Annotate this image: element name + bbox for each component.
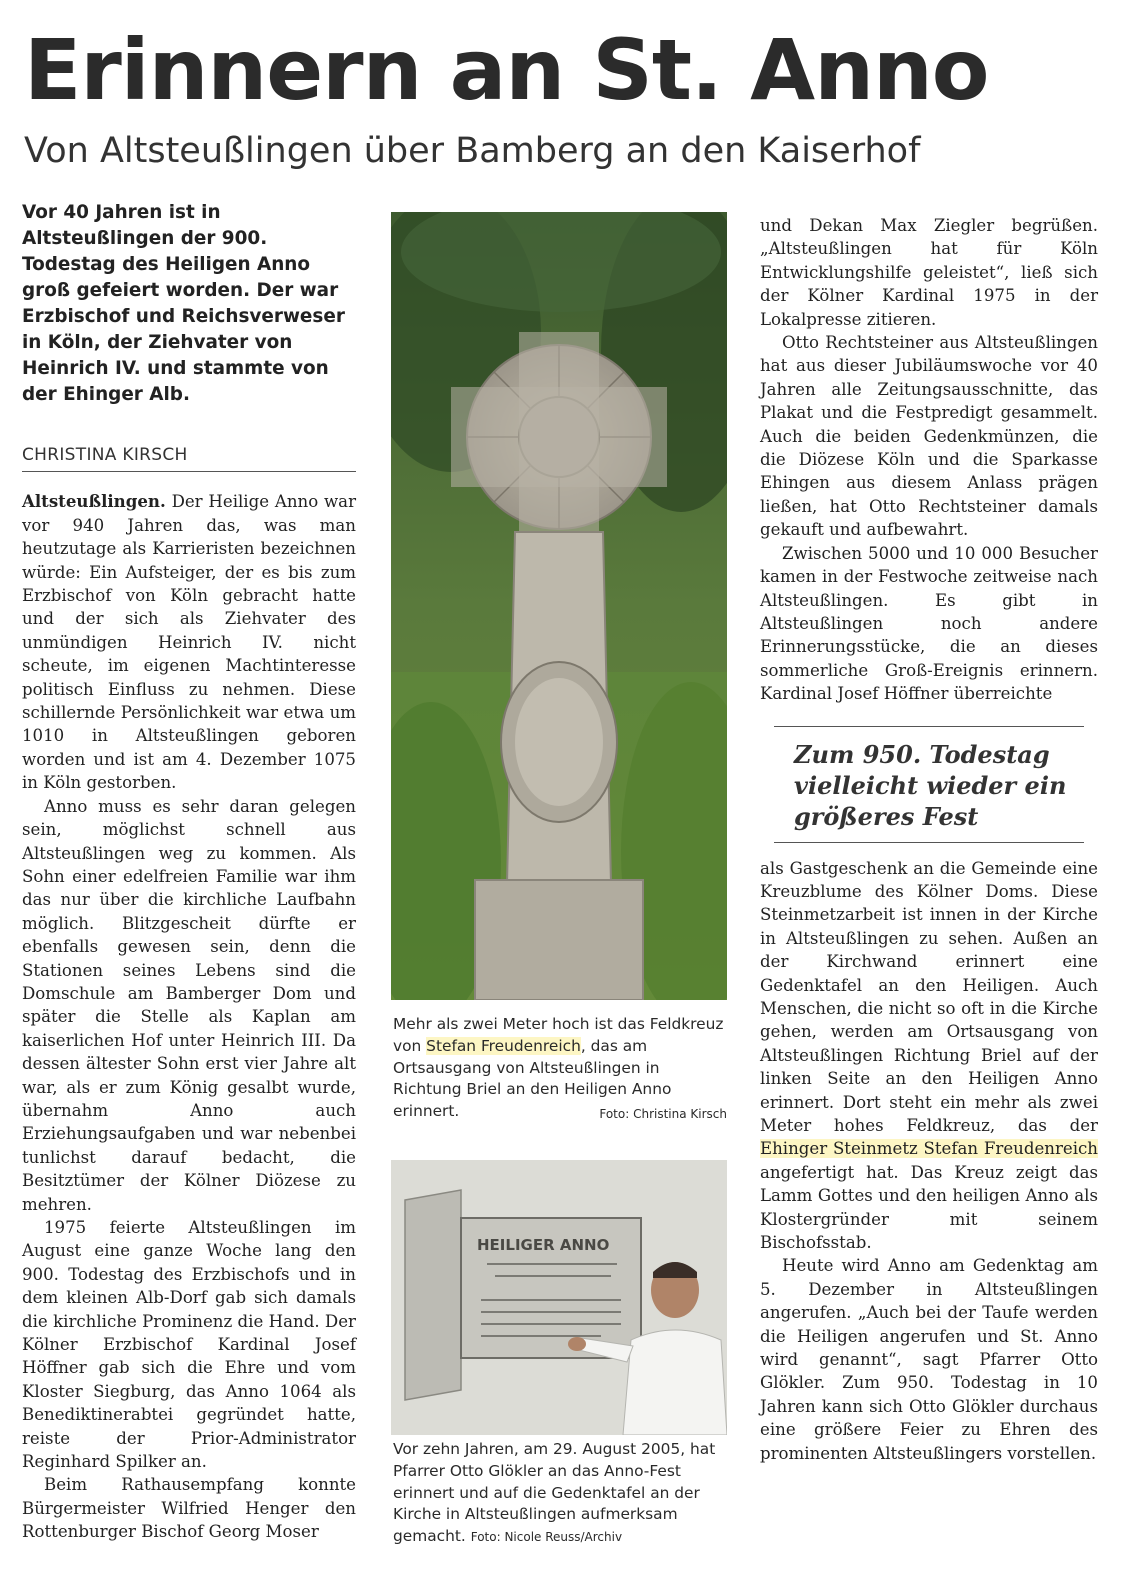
plaque-title: HEILIGER ANNO xyxy=(477,1236,610,1254)
paragraph: Beim Rathausempfang konnte Bürgermeister Wilfried Henger den Rottenburger Bischof Georg Moser xyxy=(22,1475,356,1542)
headline: Erinnern an St. Anno xyxy=(24,21,989,119)
text-highlight: Ehinger Steinmetz Stefan Freudenreich xyxy=(760,1139,1098,1159)
paragraph-text: als Gastgeschenk an die Gemeinde eine Kreuzblume des Kölner Doms. Diese Steinmetzarbeit ist innen in der Kirche in Altsteußlingen zu sehen. Außen an der Kirchwand erinnert eine Gedenktafel an den Heiligen. Auch Menschen, die nicht so oft in die Kirche gehen, werden am Ortsausgang von Altsteußlingen Richtung Briel auf der linken Seite an den Heiligen Anno erinnert. Dort steht ein mehr als zwei Meter hohes Feldkreuz, das der xyxy=(760,858,1098,1135)
paragraph xyxy=(22,490,356,794)
column-left xyxy=(22,200,356,1544)
column-right xyxy=(760,214,1098,1465)
photo-stone-cross xyxy=(391,212,727,1000)
photo-priest-plaque xyxy=(391,1160,727,1435)
subheadline: Von Altsteußlingen über Bamberg an den Kaiserhof xyxy=(24,131,921,171)
paragraph-text: angefertigt hat. Das Kreuz zeigt das Lamm Gottes und den heiligen Anno als Klostergründer mit seinem Bischofsstab. xyxy=(760,1162,1098,1253)
priest-plaque-illustration xyxy=(391,1160,727,1435)
caption-text: Mehr als zwei Meter hoch ist das Feldkreuz von xyxy=(393,1015,724,1055)
photo-caption-plaque xyxy=(393,1439,727,1549)
photo-credit: Foto: Nicole Reuss/Archiv xyxy=(470,1530,623,1545)
intro-text: Vor 40 Jahren ist in Altsteußlingen der 900. Todestag des Heiligen Anno groß gefeiert worden. Der war Erzbischof und Reichsverweser in Köln, der Ziehvater von Heinrich IV. und stammte von der Ehinger Alb. xyxy=(22,202,345,405)
dateline: Altsteußlingen. xyxy=(22,491,166,512)
paragraph: 1975 feierte Altsteußlingen im August eine ganze Woche lang den 900. Todestag des Erzbischofs und in dem kleinen Alb-Dorf gab sich damals die kirchliche Prominenz die Hand. Der Kölner Erzbischof Kardinal Josef Höffner gab sich die Ehre und vom Kloster Siegburg, das Anno 1064 als Benediktinerabtei gegründet hatte, reiste der Prior-Administrator Reginhard Spilker an. xyxy=(22,1218,356,1472)
stone-cross-illustration xyxy=(391,212,727,1000)
pull-quote: Zum 950. Todestag vielleicht wieder ein größeres Fest xyxy=(774,726,1084,843)
paragraph xyxy=(760,857,1098,1255)
paragraph: Zwischen 5000 und 10 000 Besucher kamen in der Festwoche zeitweise nach Altsteußlingen. Es gibt in Altsteußlingen noch andere Erinnerungsstücke, die an dieses sommerliche Groß-Ereignis erinnern. Kardinal Josef Höffner überreichte xyxy=(760,543,1098,704)
caption-text: , das am Ortsausgang von Altsteußlingen in Richtung Briel an den Heiligen Anno erinnert. xyxy=(393,1036,672,1121)
photo-credit: Foto: Christina Kirsch xyxy=(599,1107,727,1122)
paragraph: Anno muss es sehr daran gelegen sein, möglichst schnell aus Altsteußlingen weg zu kommen. Als Sohn einer edelfreien Familie war ihm das nur über die kirchliche Laufbahn möglich. Blitzgescheit dürfte er ebenfalls gewesen sein, denn die Stationen seines Lebens sind die Domschule am Bamberger Dom und später die Stelle als Kaplan am kaiserlichen Hof unter Heinrich III. Da dessen ältester Sohn erst vier Jahre alt war, als er zum König gesalbt wurde, übernahm Anno auch Erziehungsaufgaben und war nebenbei tunlichst darauf bedacht, die Besitztümer der Kölner Diözese zu mehren. xyxy=(22,796,356,1214)
caption-text: Vor zehn Jahren, am 29. August 2005, hat Pfarrer Otto Glökler an das Anno-Fest erinnert und auf die Gedenktafel an der Kirche in Altsteußlingen aufmerksam gemacht. xyxy=(393,1440,716,1546)
paragraph: Otto Rechtsteiner aus Altsteußlingen hat aus dieser Jubiläumswoche vor 40 Jahren alle Zeitungsausschnitte, das Plakat und die Festpredigt gesammelt. Auch die beiden Gedenkmünzen, die die Diözese Köln und die Sparkasse Ehingen aus diesem Anlass prägen ließen, hat Otto Rechtsteiner damals gekauft und aufbewahrt. xyxy=(760,333,1098,540)
paragraph: und Dekan Max Ziegler begrüßen. „Altsteußlingen hat für Köln Entwicklungshilfe geleistet“, ließ sich der Kölner Kardinal 1975 in der Lokalpresse zitieren. xyxy=(760,216,1098,329)
caption-highlight: Stefan Freudenreich xyxy=(426,1036,581,1055)
byline: CHRISTINA KIRSCH xyxy=(22,444,356,472)
photo-caption-cross xyxy=(393,1014,727,1126)
paragraph: Heute wird Anno am Gedenktag am 5. Dezember in Altsteußlingen angerufen. „Auch bei der Taufe werden die Heiligen angerufen und St. Anno wird genannt“, sagt Pfarrer Otto Glökler. Zum 950. Todestag in 10 Jahren kann sich Otto Glökler durchaus eine größere Feier zu Ehren des prominenten Altsteußlingers vorstellen. xyxy=(760,1256,1098,1463)
paragraph-text: Der Heilige Anno war vor 940 Jahren das, was man heutzutage als Karrieristen bezeichnen würde: Ein Aufsteiger, der es bis zum Erzbischof von Köln gebracht hatte und der sich als Ziehvater des unmündigen Heinrich IV. nicht scheute, im eigenen Machtinteresse politisch Einfluss zu nehmen. Diese schillernde Persönlichkeit war etwa um 1010 in Altsteußlingen geboren worden und ist am 4. Dezember 1075 in Köln gestorben. xyxy=(22,492,356,793)
article-body-left xyxy=(22,490,356,1543)
